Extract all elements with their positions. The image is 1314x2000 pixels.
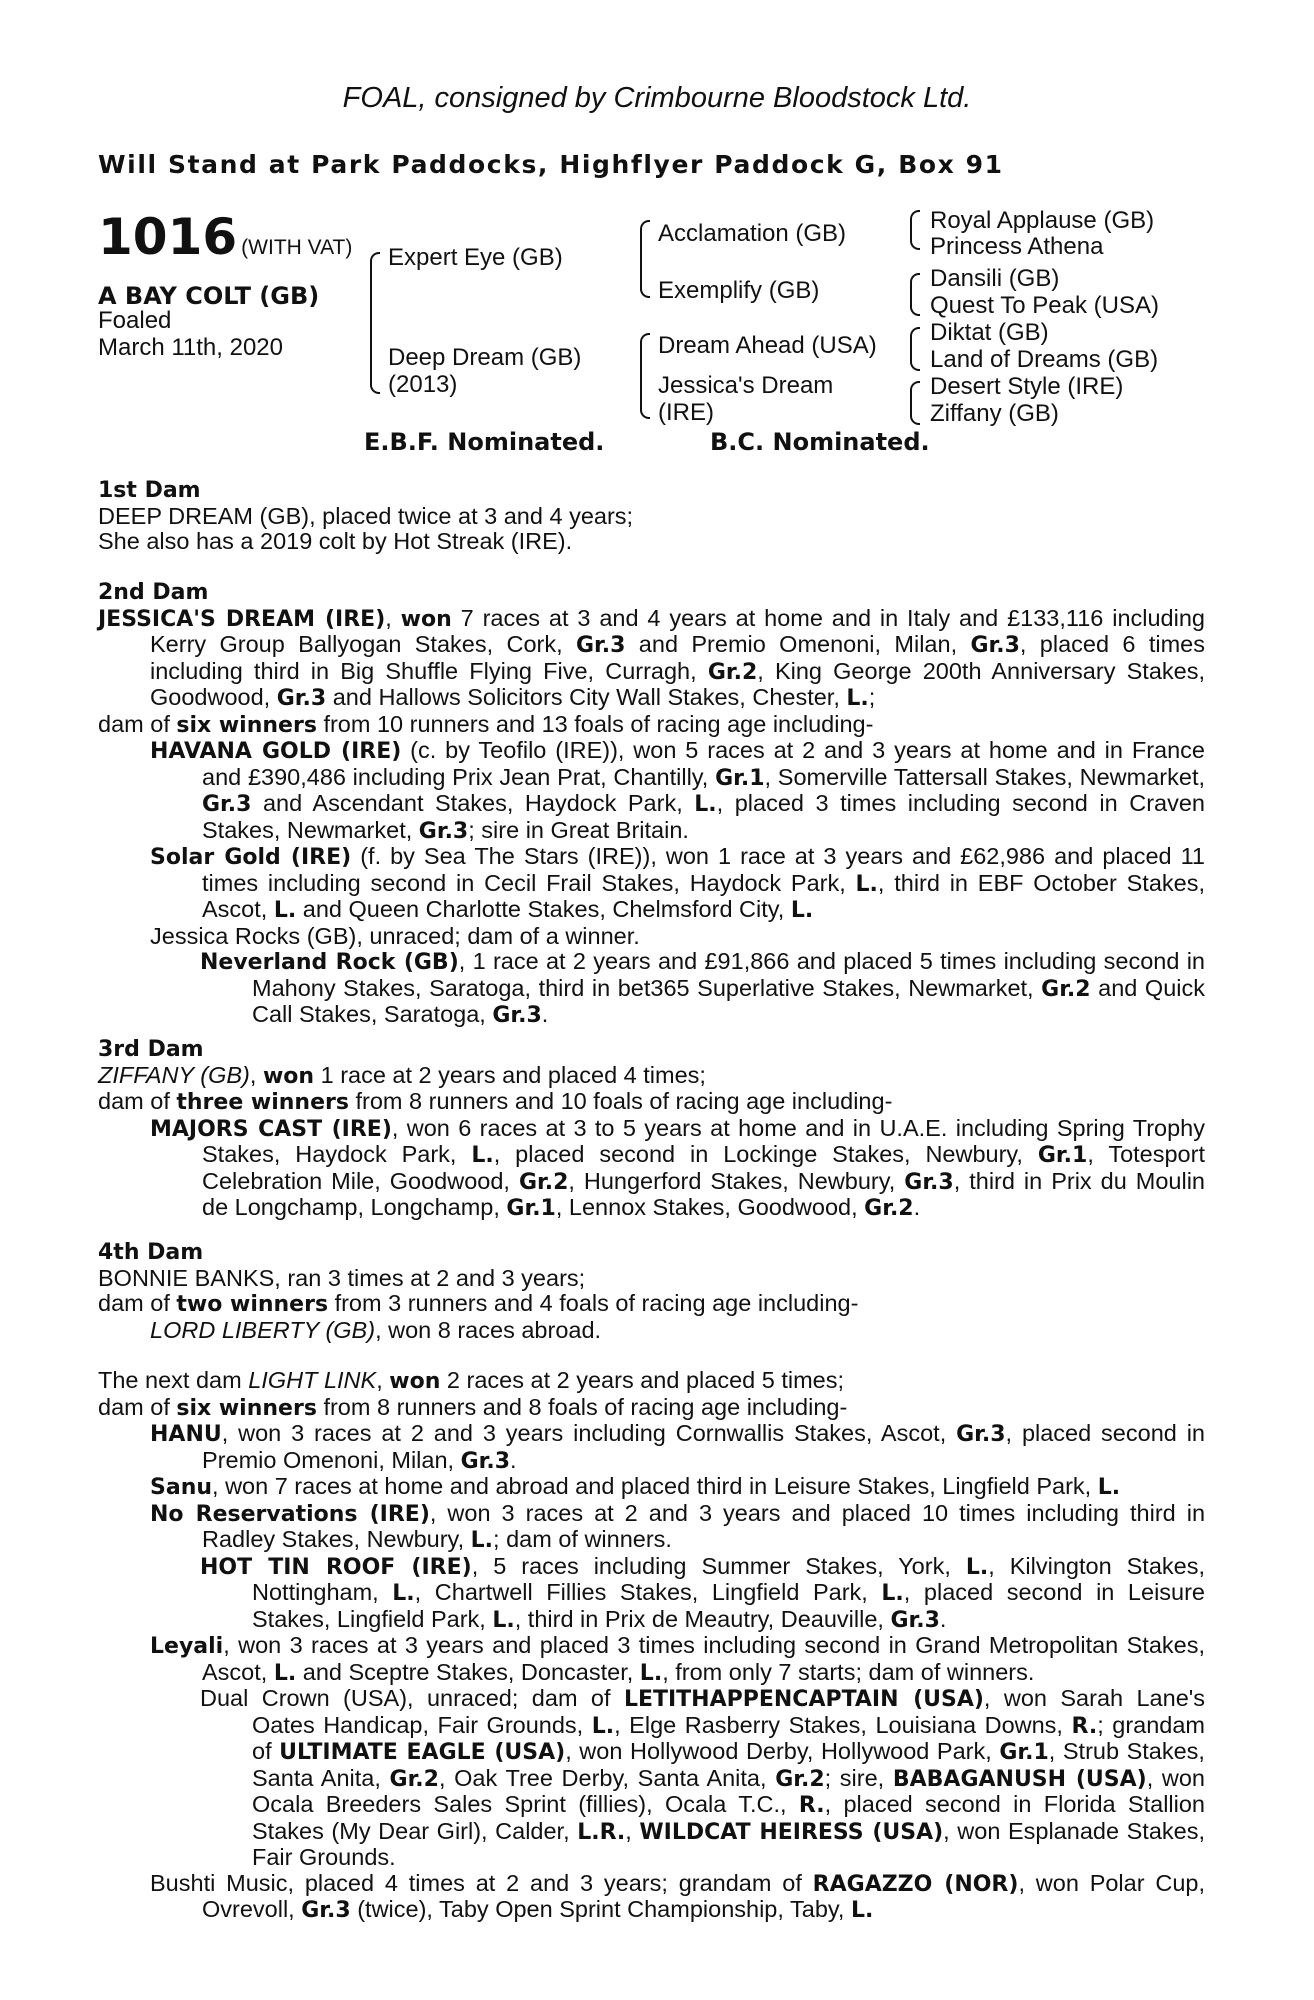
produce-entry-solar-gold: Solar Gold (IRE) (f. by Sea The Stars (IRE)), won 1 race at 3 years and £62,986 and placed 11 times including second in Cecil Frail Stakes, Haydock Park, L., third in EBF October Stakes, Ascot, L. and Queen Charlotte Stakes, Chelmsford City, L. (150, 843, 1205, 923)
produce-entry-hanu: HANU, won 3 races at 2 and 3 years including Cornwallis Stakes, Ascot, Gr.3, placed second in Premio Omenoni, Milan, Gr.3. (150, 1420, 1205, 1474)
first-dam-heading: 1st Dam (98, 478, 201, 503)
pedigree-dam: Deep Dream (GB) (388, 344, 582, 371)
produce-entry-sanu: Sanu, won 7 races at home and abroad and placed third in Leisure Stakes, Lingfield Park, L. (150, 1473, 1121, 1500)
fourth-dam-section (98, 1240, 1205, 1343)
produce-entry-lord-liberty: LORD LIBERTY (GB), won 8 races abroad. (150, 1316, 602, 1343)
pedigree-dam-dam-country: (IRE) (658, 399, 714, 426)
produce-entry-hot-tin-roof: HOT TIN ROOF (IRE), 5 races including Summer Stakes, York, L., Kilvington Stakes, Nottingham, L., Chartwell Fillies Stakes, Lingfield Park, L., placed second in Leisure Stakes, Lingfield Park, L., third in Prix de Meautry, Deauville, Gr.3. (200, 1552, 1206, 1633)
produce-entry-dual-crown: Dual Crown (USA), unraced; dam of LETITHAPPENCAPTAIN (USA), won Sarah Lane's Oates Handicap, Fair Grounds, L., Elge Rasberry Stakes, Louisiana Downs, R.; grandam of ULTIMATE EAGLE (USA), won Hollywood Derby, Hollywood Park, Gr.1, Strub Stakes, Santa Anita, Gr.2, Oak Tree Derby, Santa Anita, Gr.2; sire, BABAGANUSH (USA), won Ocala Breeders Sales Sprint (fillies), Ocala T.C., R., placed second in Florida Stallion Stakes (My Dear Girl), Calder, L.R., WILDCAT HEIRESS (USA), won Esplanade Stakes, Fair Grounds. (200, 1685, 1206, 1870)
stand-location: Will Stand at Park Paddocks, Highflyer Paddock G, Box 91 (98, 150, 1004, 179)
next-dam-entry: The next dam LIGHT LINK, won 2 races at 2 years and placed 5 times; (98, 1367, 845, 1394)
vat-note: (WITH VAT) (241, 236, 353, 259)
produce-summary: dam of two winners from 3 runners and 4 foals of racing age including- (98, 1290, 859, 1317)
pedigree-bracket (910, 273, 920, 316)
produce-summary: dam of six winners from 8 runners and 8 foals of racing age including- (98, 1393, 848, 1421)
pedigree-g3: Dansili (GB) (930, 265, 1060, 292)
produce-entry-leyali: Leyali, won 3 races at 3 years and placed 3 times including second in Grand Metropolitan Stakes, Ascot, L. and Sceptre Stakes, Doncaster, L., from only 7 starts; dam of winners. (150, 1632, 1205, 1686)
produce-entry-bushti-music: Bushti Music, placed 4 times at 2 and 3 years; grandam of RAGAZZO (NOR), won Polar Cup, Ovrevoll, Gr.3 (twice), Taby Open Sprint Championship, Taby, L. (150, 1869, 1206, 1923)
pedigree-dam-sire: Dream Ahead (USA) (658, 332, 877, 359)
fourth-dam-heading: 4th Dam (98, 1240, 204, 1265)
first-dam-line: DEEP DREAM (GB), placed twice at 3 and 4 years; (98, 502, 634, 529)
pedigree-sire-sire: Acclamation (GB) (658, 220, 847, 247)
third-dam-entry: ZIFFANY (GB), won 1 race at 2 years and placed 4 times; (98, 1061, 706, 1089)
foaled-label: Foaled (98, 307, 172, 334)
pedigree-g7: Desert Style (IRE) (930, 373, 1124, 400)
foaled-date: March 11th, 2020 (98, 334, 284, 361)
pedigree-dam-year: (2013) (388, 371, 458, 398)
produce-entry-jessica-rocks: Jessica Rocks (GB), unraced; dam of a winner. (150, 922, 640, 949)
pedigree-sire-dam: Exemplify (GB) (658, 277, 820, 304)
produce-entry-no-reservations: No Reservations (IRE), won 3 races at 2 and 3 years and placed 10 times including third in Radley Stakes, Newbury, L.; dam of winners. (150, 1499, 1206, 1553)
produce-entry-neverland-rock: Neverland Rock (GB), 1 race at 2 years and £91,866 and placed 5 times including second in Mahony Stakes, Saratoga, third in bet365 Superlative Stakes, Newmarket, Gr.2 and Quick Call Stakes, Saratoga, Gr.3. (200, 948, 1206, 1028)
consignor-heading: FOAL, consigned by Crimbourne Bloodstock Ltd. (342, 82, 972, 114)
pedigree-bracket (370, 252, 380, 394)
third-dam-heading: 3rd Dam (98, 1037, 204, 1062)
produce-summary: dam of six winners from 10 runners and 13 foals of racing age including- (98, 710, 874, 738)
second-dam-heading: 2nd Dam (98, 580, 209, 605)
pedigree-sire: Expert Eye (GB) (388, 244, 563, 271)
pedigree-bracket (640, 333, 650, 419)
second-dam-entry: JESSICA'S DREAM (IRE), won 7 races at 3 and 4 years at home and in Italy and £133,116 including Kerry Group Ballyogan Stakes, Cork, Gr.3 and Premio Omenoni, Milan, Gr.3, placed 6 times including third in Big Shuffle Flying Five, Curragh, Gr.2, King George 200th Anniversary Stakes, Goodwood, Gr.3 and Hallows Solicitors City Wall Stakes, Chester, L.; (98, 604, 1205, 711)
pedigree-g8: Ziffany (GB) (930, 400, 1059, 427)
pedigree-g6: Land of Dreams (GB) (930, 346, 1159, 373)
pedigree-bracket (910, 210, 920, 250)
lot-number (98, 208, 352, 266)
bc-nomination: B.C. Nominated. (710, 428, 930, 456)
fourth-dam-entry: BONNIE BANKS, ran 3 times at 2 and 3 years; (98, 1264, 586, 1291)
produce-entry-havana-gold: HAVANA GOLD (IRE) (c. by Teofilo (IRE)), won 5 races at 2 and 3 years at home and in France and £390,486 including Prix Jean Prat, Chantilly, Gr.1, Somerville Tattersall Stakes, Newmarket, Gr.3 and Ascendant Stakes, Haydock Park, L., placed 3 times including second in Craven Stakes, Newmarket, Gr.3; sire in Great Britain. (150, 737, 1206, 844)
pedigree-g1: Royal Applause (GB) (930, 207, 1155, 234)
lot-description: A BAY COLT (GB) (98, 282, 320, 310)
produce-summary: dam of three winners from 8 runners and 10 foals of racing age including- (98, 1088, 893, 1115)
pedigree-g4: Quest To Peak (USA) (930, 292, 1159, 319)
ebf-nomination: E.B.F. Nominated. (364, 428, 605, 456)
second-dam-section (98, 580, 1205, 1029)
pedigree-dam-dam: Jessica's Dream (658, 372, 834, 399)
lot-number-value: 1016 (98, 208, 238, 266)
pedigree-bracket (910, 381, 920, 425)
foaled-info (98, 307, 283, 361)
third-dam-section (98, 1037, 1205, 1222)
next-dam-section (98, 1368, 1205, 1924)
pedigree-g2: Princess Athena (930, 233, 1104, 260)
produce-entry-majors-cast: MAJORS CAST (IRE), won 6 races at 3 to 5 years at home and in U.A.E. including Spring Trophy Stakes, Haydock Park, L., placed second in Lockinge Stakes, Newbury, Gr.1, Totesport Celebration Mile, Goodwood, Gr.2, Hungerford Stakes, Newbury, Gr.3, third in Prix du Moulin de Longchamp, Longchamp, Gr.1, Lennox Stakes, Goodwood, Gr.2. (150, 1114, 1205, 1221)
pedigree-g5: Diktat (GB) (930, 319, 1049, 346)
pedigree-bracket (640, 220, 650, 298)
first-dam-line: She also has a 2019 colt by Hot Streak (IRE). (98, 528, 573, 554)
pedigree-bracket (910, 327, 920, 371)
first-dam-section (98, 478, 1205, 555)
